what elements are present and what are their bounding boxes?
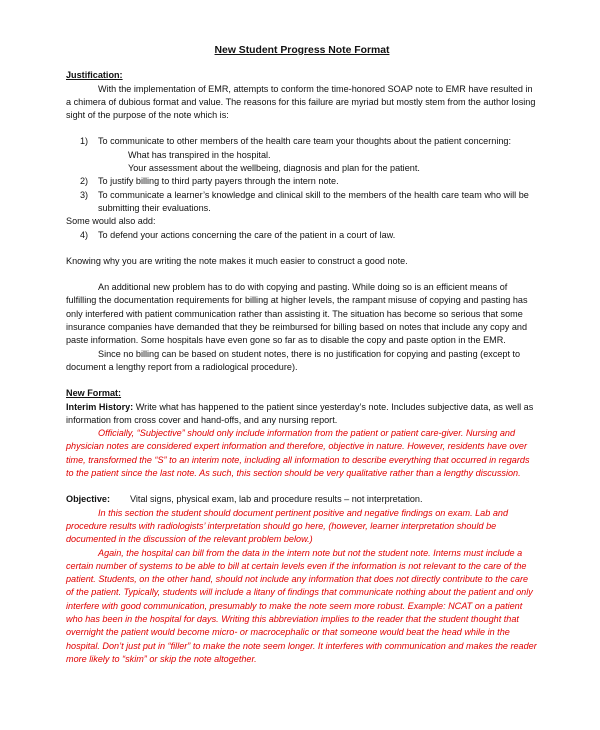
sub-item: Your assessment about the wellbeing, diagnosis and plan for the patient. — [128, 163, 420, 174]
list-text: To defend your actions concerning the care of the patient in a court of law. — [98, 229, 396, 240]
list-item — [66, 175, 538, 188]
list-number: 2) — [80, 176, 89, 187]
new-format-heading: New Format: — [66, 388, 122, 399]
list-item — [66, 135, 538, 148]
interim-label: Interim History: — [66, 401, 134, 412]
knowing-paragraph: Knowing why you are writing the note makes it much easier to construct a good note. — [66, 255, 408, 266]
list-item — [66, 189, 538, 216]
list-text: To justify billing to third party payers through the intern note. — [98, 176, 339, 187]
objective-row — [66, 493, 538, 506]
interim-history — [66, 401, 538, 428]
list-item — [66, 229, 538, 242]
interim-note: Officially, “Subjective” should only include information from the patient or patient care-giver. Nursing and physician notes are considered expert information and therefore, objective in nature. However, residents have over time, transformed the “S” to an interim note, including all information to describe everything that occurred in regards to the patient since the last note. As such, this section should be very qualitative rather than a lengthy discussion. — [66, 428, 530, 479]
objective-text: Vital signs, physical exam, lab and procedure results – not interpretation. — [130, 494, 423, 505]
justification-intro: With the implementation of EMR, attempts to conform the time-honored SOAP note to EMR have resulted in a chimera of dubious format and value. The reasons for this failure are myriad but mostly stem from the author losing sight of the purpose of the note which is: — [66, 83, 536, 121]
objective-label: Objective: — [66, 494, 110, 505]
billing-paragraph: Since no billing can be based on student notes, there is no justification for copying and pasting (except to document a lengthy report from a radiological procedure). — [66, 348, 521, 372]
spacer — [66, 268, 538, 281]
list-number: 4) — [80, 229, 89, 240]
list-text: To communicate to other members of the health care team your thoughts about the patient concerning: — [98, 136, 511, 147]
justification-heading: Justification: — [66, 70, 123, 81]
copy-paste-paragraph: An additional new problem has to do with copying and pasting. While doing so is an efficient means of fulfilling the documentation requirements for billing at higher levels, the rampant misuse of copying and pasting has only interfered with patient communication rather than assisting it. The situation has become so serious that some insurance companies have demanded that they be reimbursed for billing based on notes that include any copy and paste information. Some hospitals have even gone so far as to disable the copy and paste option in the EMR. — [66, 282, 528, 346]
spacer — [66, 374, 538, 387]
spacer — [66, 122, 538, 135]
objective-note: In this section the student should document pertinent positive and negative findings on exam. Lab and procedure results with radiologists’ interpretation should go here, (however, learner interpretation should be documented in the discussion of the relevant problem below.) — [66, 507, 508, 545]
list-number: 3) — [80, 189, 89, 200]
spacer — [66, 242, 538, 255]
sub-item: What has transpired in the hospital. — [128, 149, 271, 160]
list-number: 1) — [80, 136, 89, 147]
interim-text: Write what has happened to the patient since yesterday’s note. Includes subjective data, as well as information from cross cover and hand-offs, and any nursing report. — [66, 401, 534, 425]
objective-note: Again, the hospital can bill from the data in the intern note but not the student note. Interns must include a certain number of systems to be able to bill at certain levels even if the information is not relevant to the care of the patient. Students, on the other hand, should not include any information that does not directly contribute to the care of the patient. Typically, students will include a litany of findings that communicate nothing about the patient and only interfere with good communication, presumably to make the note seem more robust. Example: NCAT on a patient who has been in the hospital for days. Writing this abbreviation implies to the reader that the student thought that overnight the patient would become micro- or macrocephalic or that someone would beat the head while in the hospital. Don’t just put in “filler” to make the note seem longer. It interferes with communication and makes the reader more likely to “skim” or skip the note altogether. — [66, 547, 537, 664]
some-would-add: Some would also add: — [66, 216, 156, 227]
page-title: New Student Progress Note Format — [214, 45, 390, 56]
list-text: To communicate a learner’s knowledge and clinical skill to the members of the health care team who will be submitting their evaluations. — [98, 189, 529, 213]
spacer — [66, 480, 538, 493]
